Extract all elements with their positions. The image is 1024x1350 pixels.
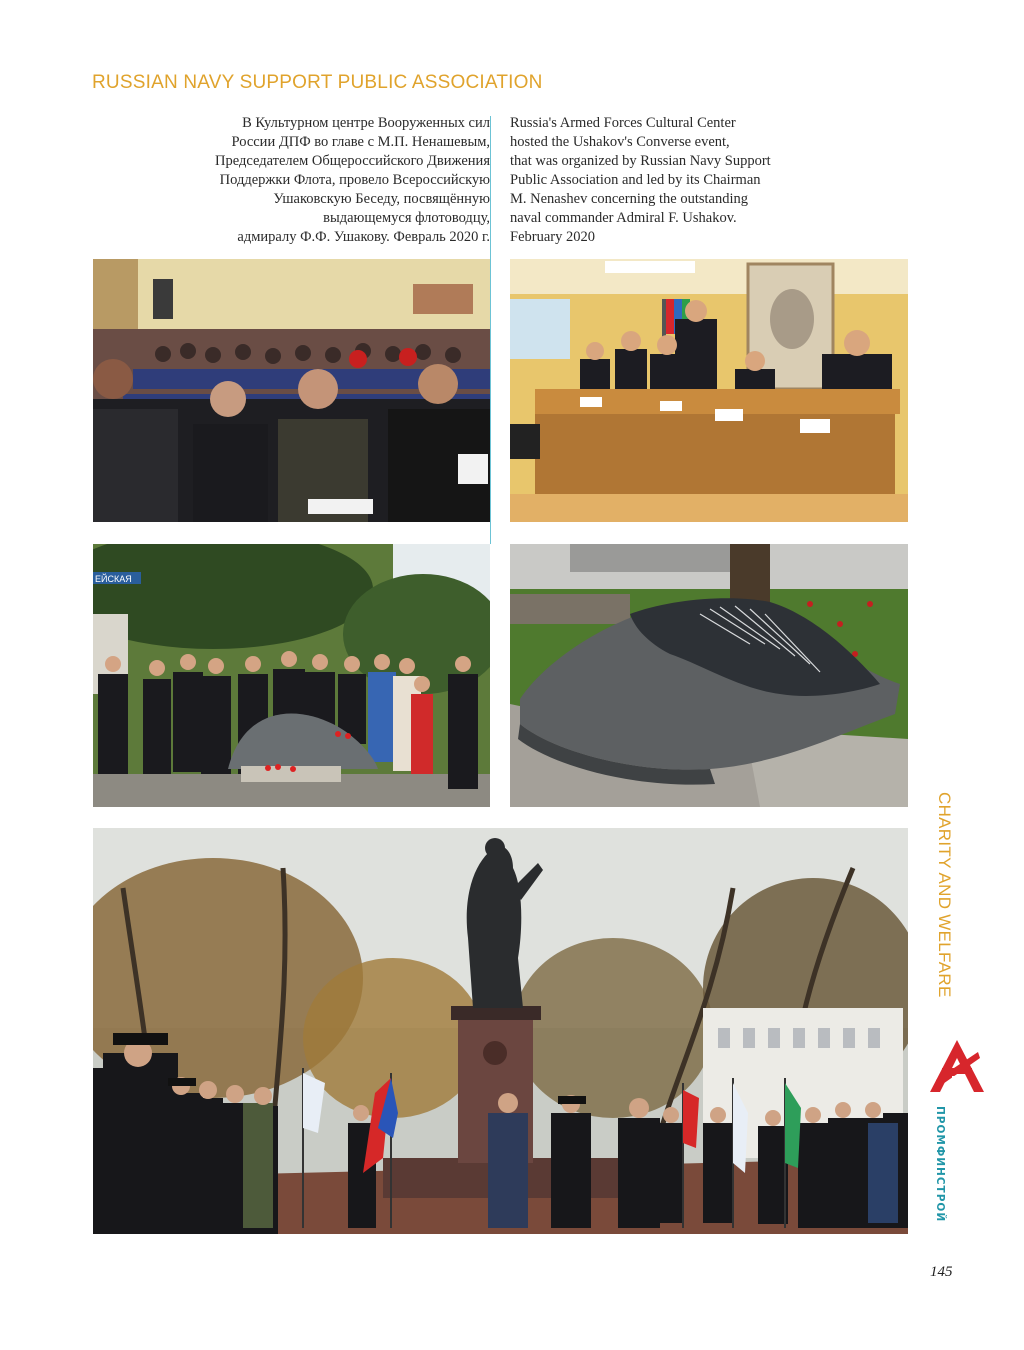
caption-russian	[170, 114, 490, 247]
brand-name-vertical: ПРОМФИНСТРОЙ	[934, 1106, 946, 1223]
caption-line: В Культурном центре Вооруженных сил	[242, 115, 490, 131]
photo-ushakov-monument-ceremony	[93, 828, 908, 1234]
caption-line: M. Nenashev concerning the outstanding	[510, 191, 748, 207]
page-number: 145	[930, 1264, 953, 1280]
caption-line: выдающемуся флотоводцу,	[323, 210, 490, 226]
caption-line: адмиралу Ф.Ф. Ушакову. Февраль 2020 г.	[237, 229, 490, 245]
caption-english	[510, 114, 810, 247]
promfinstroy-logo-icon	[930, 1040, 984, 1092]
caption-line: Russia's Armed Forces Cultural Center	[510, 115, 736, 131]
caption-line: February 2020	[510, 229, 595, 245]
photo-auditorium-audience	[93, 259, 490, 522]
column-divider	[490, 116, 491, 544]
page-header: RUSSIAN NAVY SUPPORT PUBLIC ASSOCIATION	[92, 72, 543, 93]
caption-line: Поддержки Флота, провело Всероссийскую	[219, 172, 490, 188]
caption-line: Public Association and led by its Chairman	[510, 172, 761, 188]
caption-line: that was organized by Russian Navy Support	[510, 153, 771, 169]
caption-line: hosted the Ushakov's Converse event,	[510, 134, 730, 150]
photo-group-at-memorial	[93, 544, 490, 807]
caption-line: России ДПФ во главе с М.П. Ненашевым,	[231, 134, 490, 150]
street-sign-text: ЕЙСКАЯ	[95, 574, 132, 584]
caption-line: Ушаковскую Беседу, посвящённую	[273, 191, 490, 207]
caption-line: Председателем Общероссийского Движения	[215, 153, 490, 169]
photo-granite-memorial	[510, 544, 908, 807]
photo-presidium-table	[510, 259, 908, 522]
caption-line: naval commander Admiral F. Ushakov.	[510, 210, 737, 226]
section-title-vertical: CHARITY AND WELFARE	[935, 792, 954, 998]
